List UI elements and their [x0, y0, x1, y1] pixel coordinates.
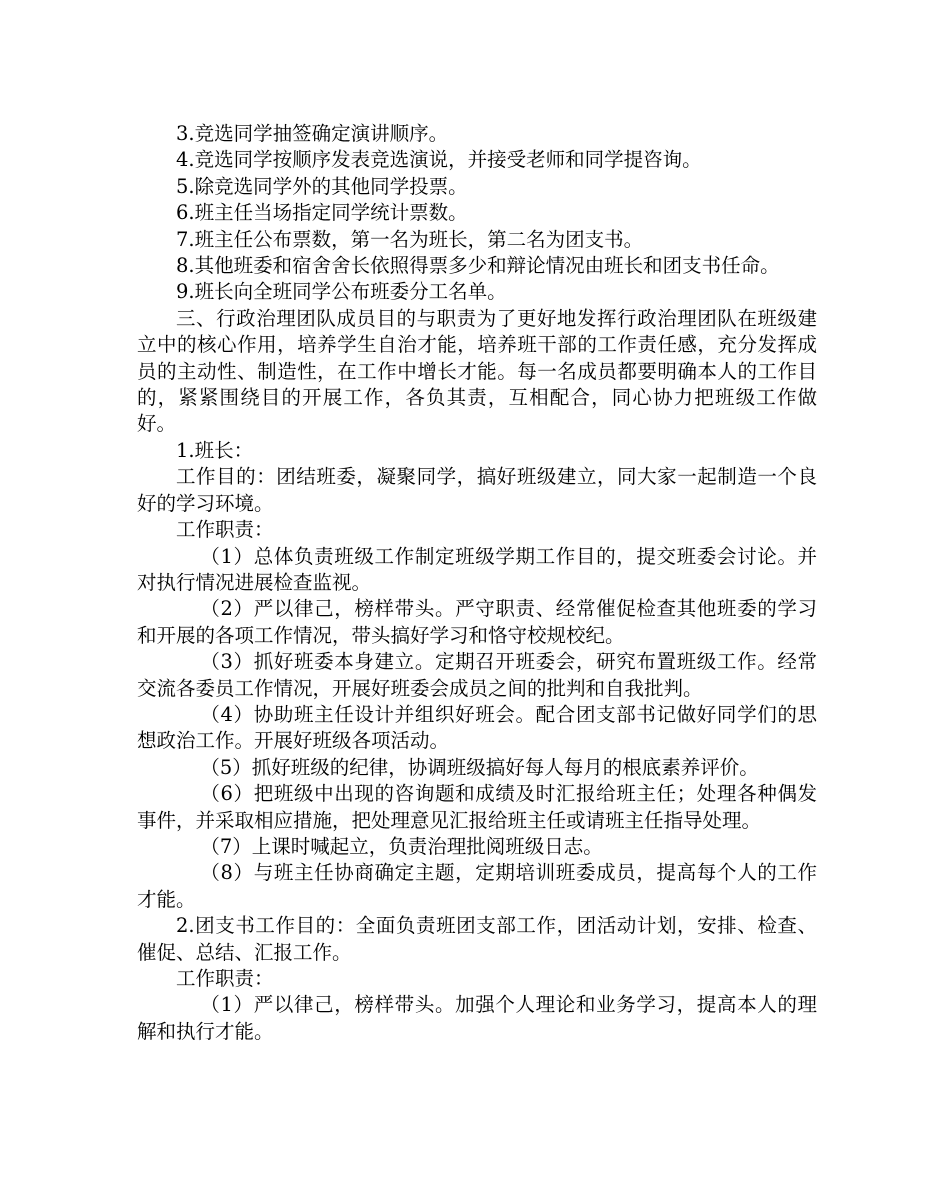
paragraph: （4）协助班主任设计并组织好班会。配合团支部书记做好同学们的思想政治工作。开展好班级各项活动。 [137, 702, 817, 753]
paragraph: （7）上课时喊起立，负责治理批阅班级日志。 [200, 834, 603, 858]
paragraph: （3）抓好班委本身建立。定期召开班委会，研究布置班级工作。经常交流各委员工作情况，开展好班委会成员之间的批判和自我批判。 [137, 650, 817, 700]
paragraph: 3.竞选同学抽签确定演讲顺序。 [176, 122, 449, 145]
paragraph: 6.班主任当场指定同学统计票数。 [176, 201, 468, 225]
paragraph: （1）严以律己，榜样带头。加强个人理论和业务学习，提高本人的理解和执行才能。 [137, 993, 817, 1043]
paragraph: （5）抓好班级的纪律，协调班级搞好每人每月的根底素养评价。 [200, 755, 759, 779]
paragraph: （8）与班主任协商确定主题，定期培训班委成员，提高每个人的工作才能。 [137, 861, 817, 911]
paragraph: （1）总体负责班级工作制定班级学期工作目的，提交班委会讨论。并对执行情况进展检查监视。 [137, 544, 817, 594]
paragraph: 9.班长向全班同学公布班委分工名单。 [176, 280, 507, 304]
paragraph: 7.班主任公布票数，第一名为班长，第二名为团支书。 [176, 227, 644, 251]
paragraph: 4.竞选同学按顺序发表竞选演说，并接受老师和同学提咨询。 [176, 148, 702, 172]
paragraph: 5.除竞选同学外的其他同学投票。 [176, 174, 468, 198]
document-body [137, 121, 817, 1045]
paragraph: 工作职责： [176, 518, 274, 542]
paragraph: 工作职责： [176, 967, 274, 990]
paragraph: 2.团支书工作目的：全面负责班团支部工作，团活动计划，安排、检查、催促、总结、汇报工作。 [137, 914, 817, 964]
paragraph: （2）严以律己，榜样带头。严守职责、经常催促检查其他班委的学习和开展的各项工作情况，带头搞好学习和恪守校规校纪。 [137, 597, 817, 647]
paragraph: 1.班长： [176, 438, 254, 462]
paragraph: 工作目的：团结班委，凝聚同学，搞好班级建立，同大家一起制造一个良好的学习环境。 [137, 465, 817, 515]
paragraph: （6）把班级中出现的咨询题和成绩及时汇报给班主任；处理各种偶发事件，并采取相应措施，把处理意见汇报给班主任或请班主任指导处理。 [137, 782, 817, 832]
paragraph: 8.其他班委和宿舍舍长依照得票多少和辩论情况由班长和团支书任命。 [176, 254, 780, 278]
paragraph: 三、行政治理团队成员目的与职责为了更好地发挥行政治理团队在班级建立中的核心作用，培养学生自治才能，培养班干部的工作责任感，充分发挥成员的主动性、制造性，在工作中增长才能。每一名成员都要明确本人的工作目的，紧紧围绕目的开展工作，各负其责，互相配合，同心协力把班级工作做好。 [137, 306, 817, 436]
